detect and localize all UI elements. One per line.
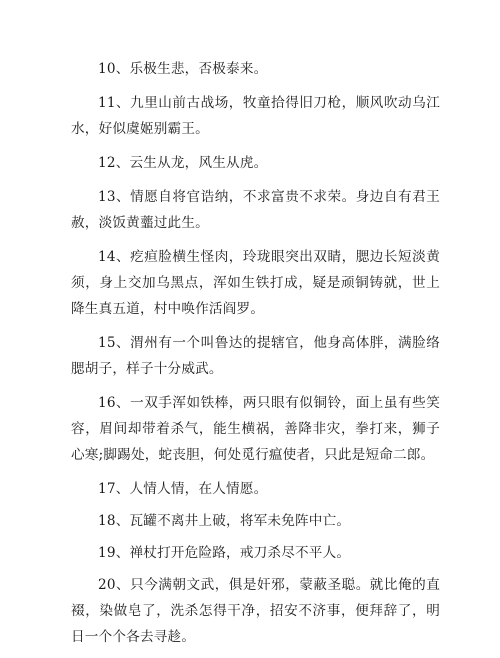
quote-list <box>0 56 500 658</box>
quote-paragraph-20: 20、只今满朝文武，俱是奸邪，蒙蔽圣聪。就比俺的直裰，染做皂了，洗杀怎得干净，招安不济事，便拜辞了，明日一个个各去寻趁。 <box>71 577 440 645</box>
quote-paragraph-16: 16、一双手浑如铁棒，两只眼有似铜铃，面上虽有些笑容，眉间却带着杀气，能生横祸，善降非灾，拳打来，狮子心寒;脚踢处，蛇丧胆，何处觅行瘟使者，只此是短命二郎。 <box>71 395 440 463</box>
quote-paragraph-18: 18、瓦罐不离井上破，将军未免阵中亡。 <box>98 513 351 529</box>
quote-paragraph-14: 14、疙疸脸横生怪肉，玲珑眼突出双睛，腮边长短淡黄须，身上交加乌黑点，浑如生铁打成，疑是顽铜铸就，世上降生真五道，村中唤作活阎罗。 <box>71 249 440 317</box>
quote-paragraph-11: 11、九里山前古战场，牧童拾得旧刀枪，顺风吹动乌江水，好似虞姬别霸王。 <box>71 95 440 137</box>
quote-paragraph-12: 12、云生从龙，风生从虎。 <box>98 155 268 171</box>
quote-paragraph-15: 15、渭州有一个叫鲁达的提辖官，他身高体胖，满脸络腮胡子，样子十分威武。 <box>71 335 440 377</box>
quote-paragraph-19: 19、禅杖打开危险路，戒刀杀尽不平人。 <box>98 545 351 561</box>
quote-paragraph-13: 13、情愿自将官诰纳，不求富贵不求荣。身边自有君王赦，淡饭黄虀过此生。 <box>71 189 440 231</box>
quote-paragraph-17: 17、人情人情，在人情愿。 <box>98 481 268 497</box>
quote-paragraph-10: 10、乐极生悲，否极泰来。 <box>98 61 268 77</box>
